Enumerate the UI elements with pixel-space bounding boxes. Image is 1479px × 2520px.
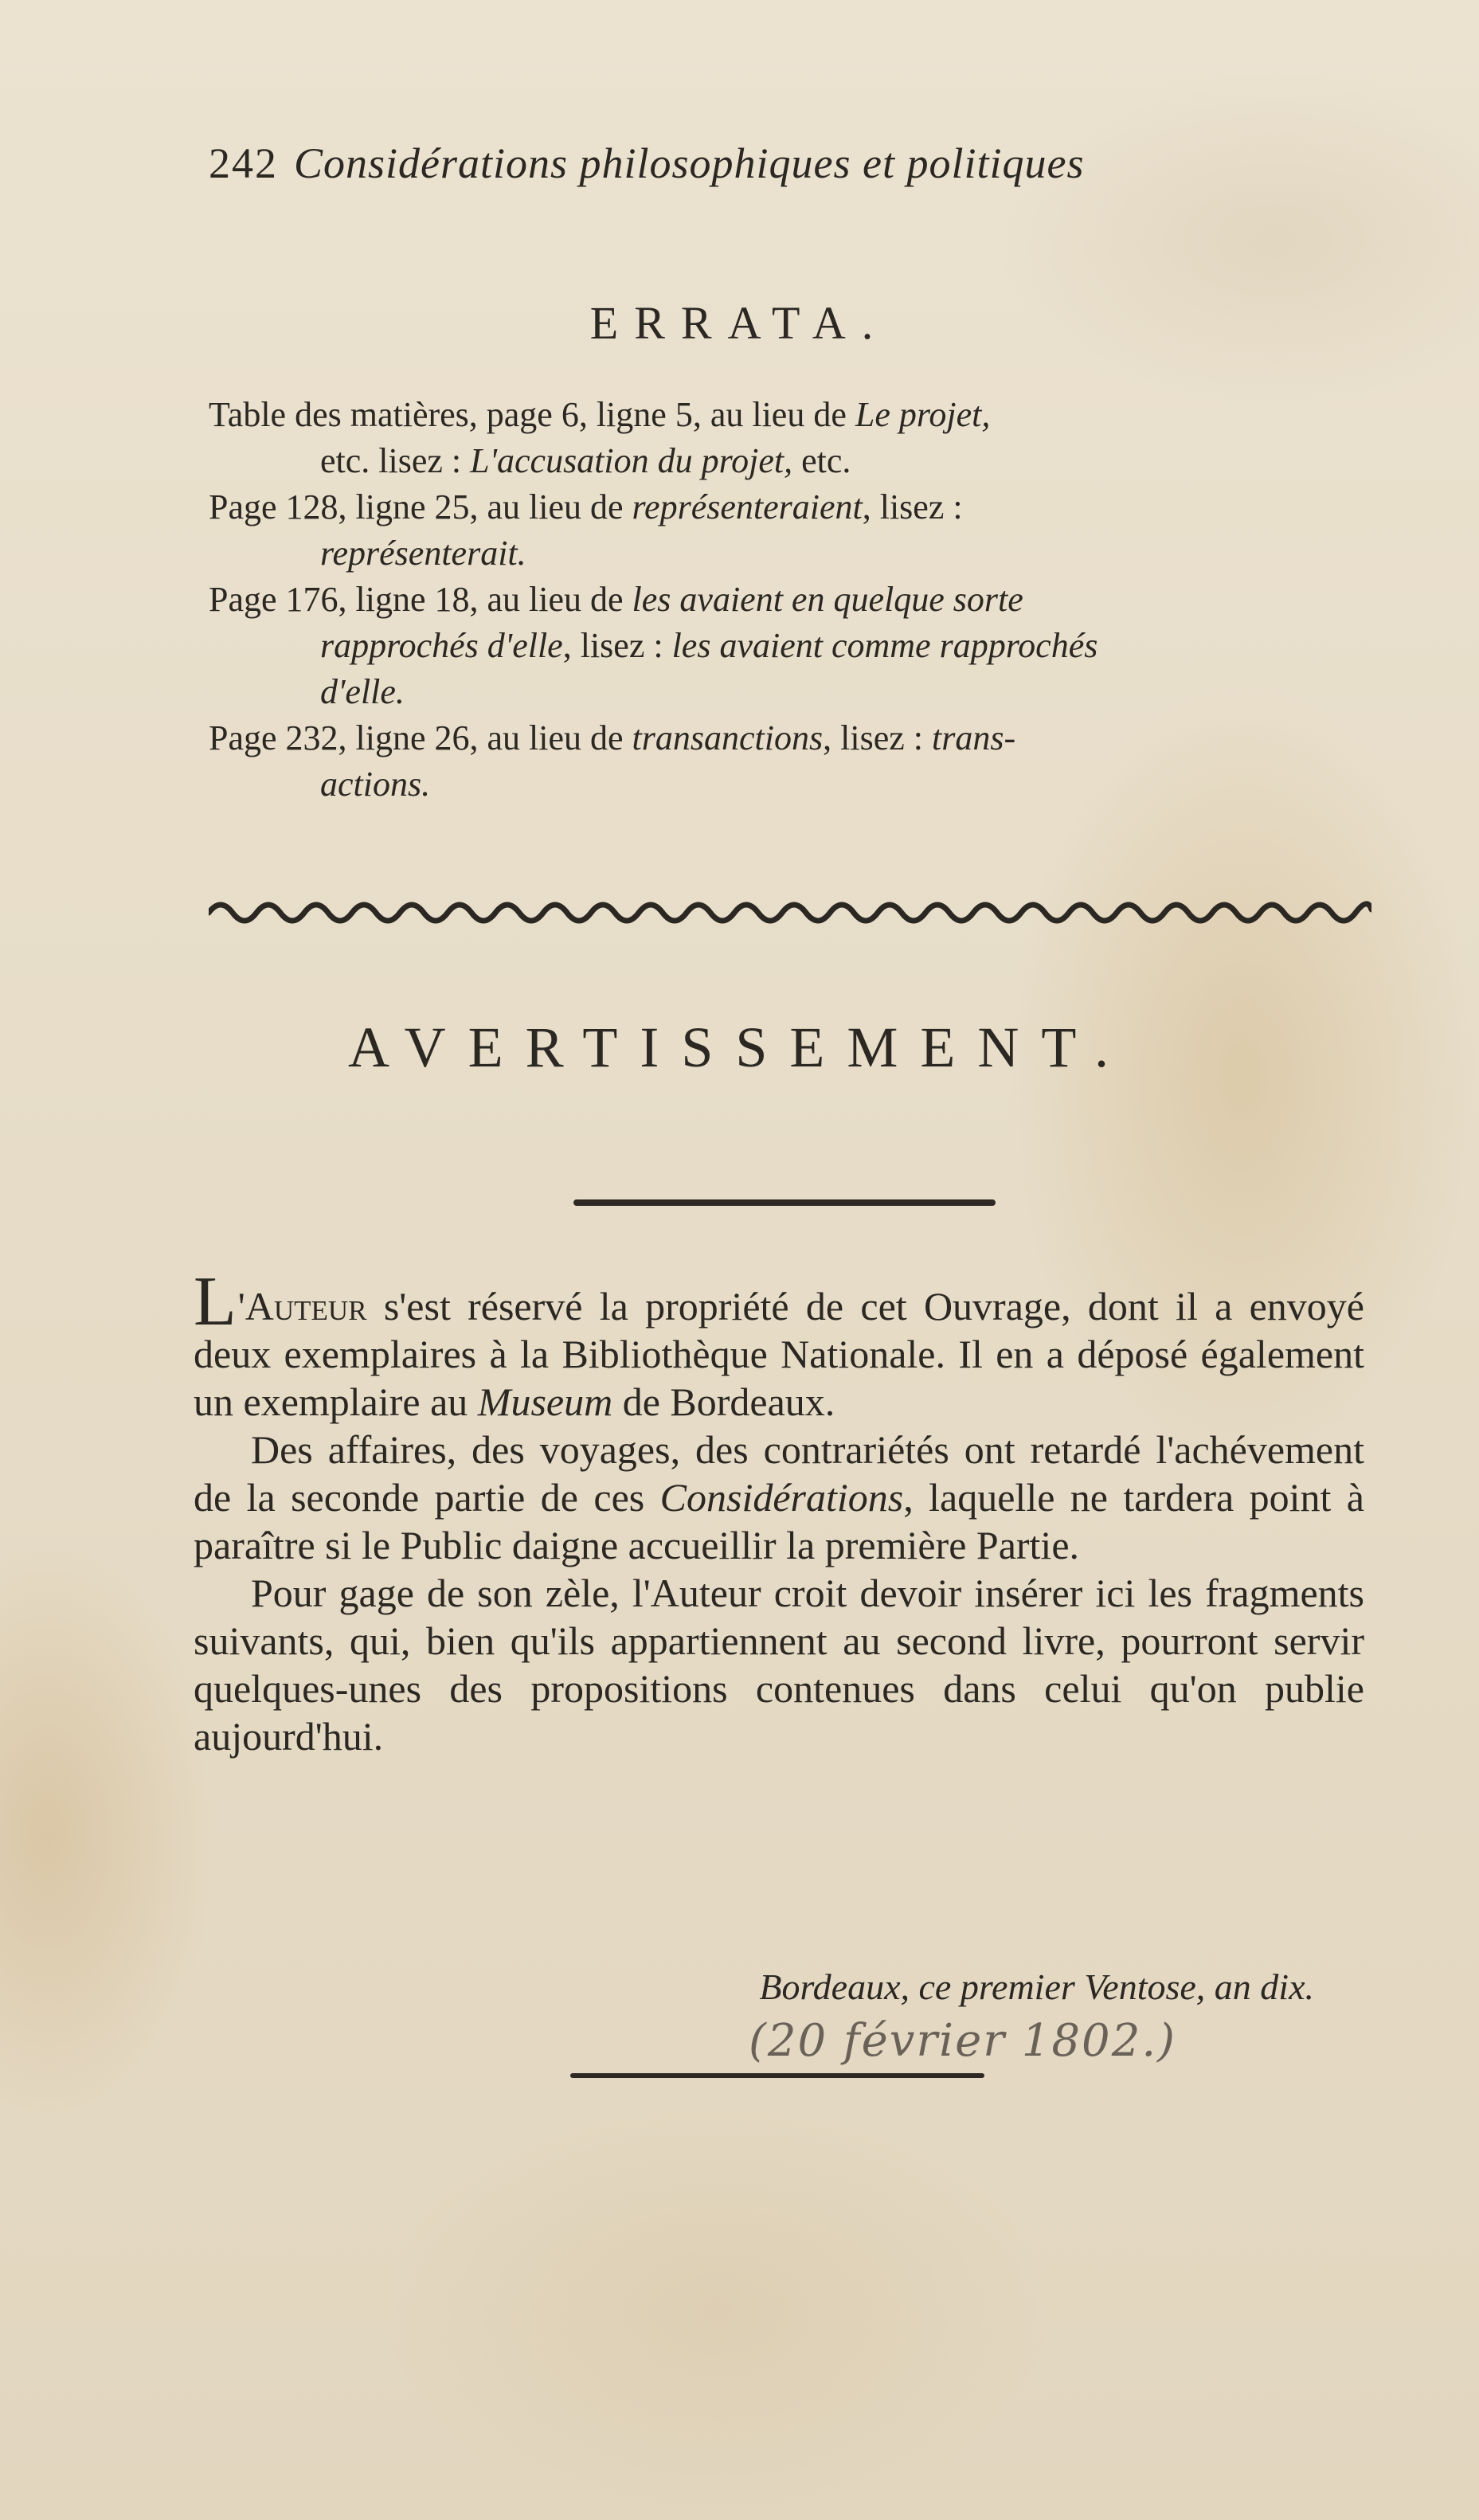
avertissement-title: AVERTISSEMENT.: [347, 1015, 1132, 1079]
errata-entry-1-line-1: Table des matières, page 6, ligne 5, au lieu de Le projet,: [209, 395, 991, 434]
page-number: 242: [209, 139, 278, 187]
drop-cap: L: [194, 1263, 237, 1340]
closing-rule: [570, 2073, 984, 2078]
avertissement-body: [194, 1263, 1364, 1760]
errata-entry-2-line-2: représenterait.: [320, 534, 526, 573]
paragraph-1: L'Auteur s'est réservé la propriété de cet Ouvrage, dont il a envoyé deux exemplaires à la Bibliothèque Nationale. Il en a déposé également un exemplaire au Museum de Bordeaux.: [194, 1263, 1364, 1424]
errata-entry-3-line-1: Page 176, ligne 18, au lieu de les avaient en quelque sorte: [209, 580, 1023, 619]
dateline: Bordeaux, ce premier Ventose, an dix.: [759, 1966, 1314, 2007]
running-head: [209, 135, 1356, 191]
paragraph-2: Des affaires, des voyages, des contrariétés ont retardé l'achévement de la seconde partie de ces Considérations, laquelle ne tardera point à paraître si le Public daigne accueillir la première Partie.: [194, 1427, 1364, 1567]
errata-title: ERRATA.: [589, 297, 890, 349]
divider-rule: [573, 1199, 996, 1206]
errata-list: [209, 392, 1371, 808]
errata-entry-1-line-2: etc. lisez : L'accusation du projet, etc.: [320, 441, 851, 480]
errata-entry-2-line-1: Page 128, ligne 25, au lieu de représenteraient, lisez :: [209, 487, 963, 526]
running-title: Considérations philosophiques et politiques: [294, 139, 1085, 187]
errata-entry-3-line-3: d'elle.: [320, 672, 405, 711]
errata-entry-4-line-2: actions.: [320, 765, 431, 804]
errata-entry-3-line-2: rapprochés d'elle, lisez : les avaient comme rapprochés: [320, 626, 1098, 665]
paragraph-3: Pour gage de son zèle, l'Auteur croit devoir insérer ici les fragments suivants, qui, bien qu'ils appartiennent au second livre, pourront servir quelques-unes des propositions contenues dans celui qu'on publie aujourd'hui.: [194, 1571, 1364, 1759]
errata-entry-4-line-1: Page 232, ligne 26, au lieu de transanctions, lisez : trans-: [209, 718, 1016, 757]
wavy-ornament: [209, 892, 1371, 924]
handwritten-note: (20 février 1802.): [749, 2015, 1176, 2067]
